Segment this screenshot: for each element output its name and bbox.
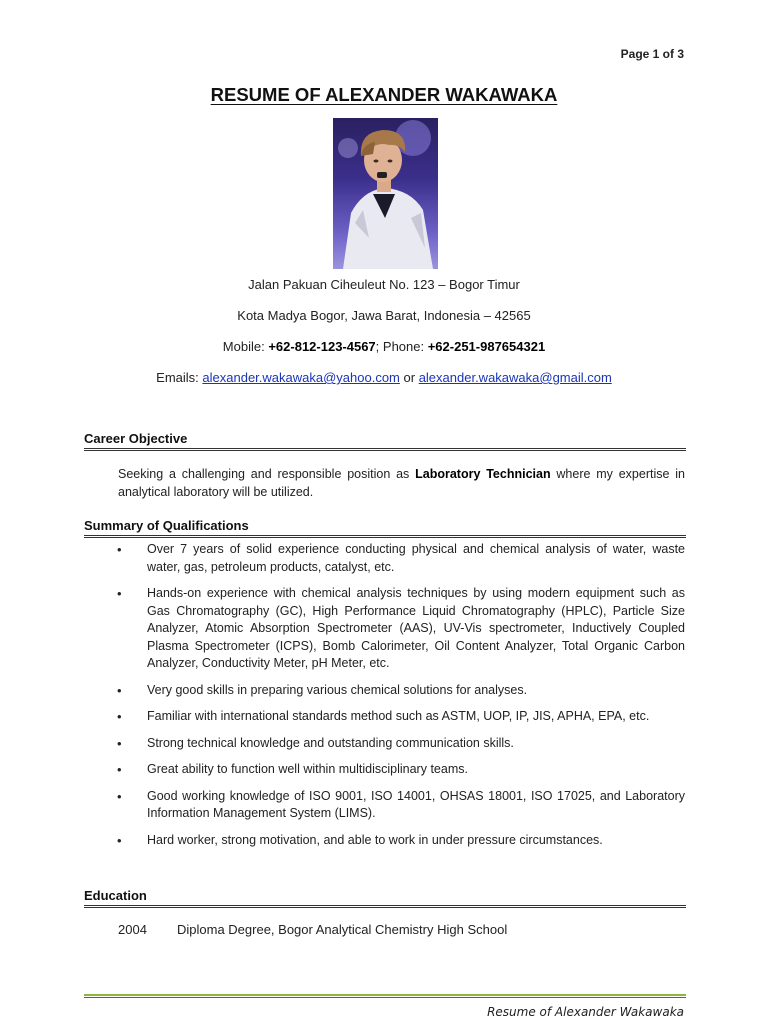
phone-number: +62-251-987654321 [427,339,546,354]
career-objective-heading: Career Objective [84,431,188,446]
mobile-label: Mobile: [222,339,269,354]
section-divider [84,448,686,451]
phone-label: ; Phone: [375,339,428,354]
address-line-2: Kota Madya Bogor, Jawa Barat, Indonesia – 42565 [237,308,531,323]
list-item: • Very good skills in preparing various chemical solutions for analyses. [113,682,685,700]
education-heading: Education [84,888,147,903]
email-yahoo-link[interactable]: alexander.wakawaka@yahoo.com [202,370,400,385]
email-gmail-link[interactable]: alexander.wakawaka@gmail.com [418,370,612,385]
footer-divider-thin [84,997,686,998]
list-item: • Good working knowledge of ISO 9001, ISO 14001, OHSAS 18001, ISO 17025, and Laboratory Information Management System (LIMS). [113,788,685,823]
page-number: Page 1 of 3 [620,47,684,61]
profile-photo [333,118,438,269]
qualifications-heading: Summary of Qualifications [84,518,249,533]
section-divider [84,535,686,538]
footer-text: Resume of Alexander Wakawaka [487,1005,684,1019]
list-item: • Over 7 years of solid experience conducting physical and chemical analysis of water, waste water, gas, petroleum products, catalyst, etc. [113,541,685,576]
list-item: • Great ability to function well within multidisciplinary teams. [113,761,685,779]
title-text: RESUME OF ALEXANDER WAKAWAKA [210,84,558,105]
career-text-start: Seeking a challenging and responsible position as [118,467,416,481]
phone-line [0,339,768,354]
resume-title [0,84,768,106]
education-degree: Diploma Degree, Bogor Analytical Chemistry High School [177,922,508,937]
mobile-number: +62-812-123-4567 [268,339,376,354]
career-text-end: where my expertise in analytical laboratory will be utilized. [118,467,685,499]
person-photo-icon [333,118,438,269]
emails-label: Emails: [156,370,203,385]
list-item: • Hands-on experience with chemical analysis techniques by using modern equipment such as Gas Chromatography (GC), High Performance Liquid Chromatography (HPLC), Particle Size Analyzer, Atomic Absorption Spectrometer (AAS), UV-Vis spectrometer, Inductively Coupled Plasma Spectrometer (ICPS), Bomb Calorimeter, Oil Content Analyzer, Total Organic Carbon Analyzer, Conductivity Meter, pH Meter, etc. [113,585,685,673]
list-item: • Hard worker, strong motivation, and able to work in under pressure circumstances. [113,832,685,850]
qualifications-list [113,541,685,858]
career-objective-text [118,465,685,501]
list-item: • Familiar with international standards method such as ASTM, UOP, IP, JIS, APHA, EPA, etc. [113,708,685,726]
email-line [0,370,768,385]
education-year: 2004 [118,922,147,937]
address-line-1: Jalan Pakuan Ciheuleut No. 123 – Bogor Timur [248,277,520,292]
career-position: Laboratory Technician [415,467,551,481]
footer-divider [84,994,686,996]
email-or: or [399,370,419,385]
section-divider [84,905,686,908]
list-item: • Strong technical knowledge and outstanding communication skills. [113,735,685,753]
